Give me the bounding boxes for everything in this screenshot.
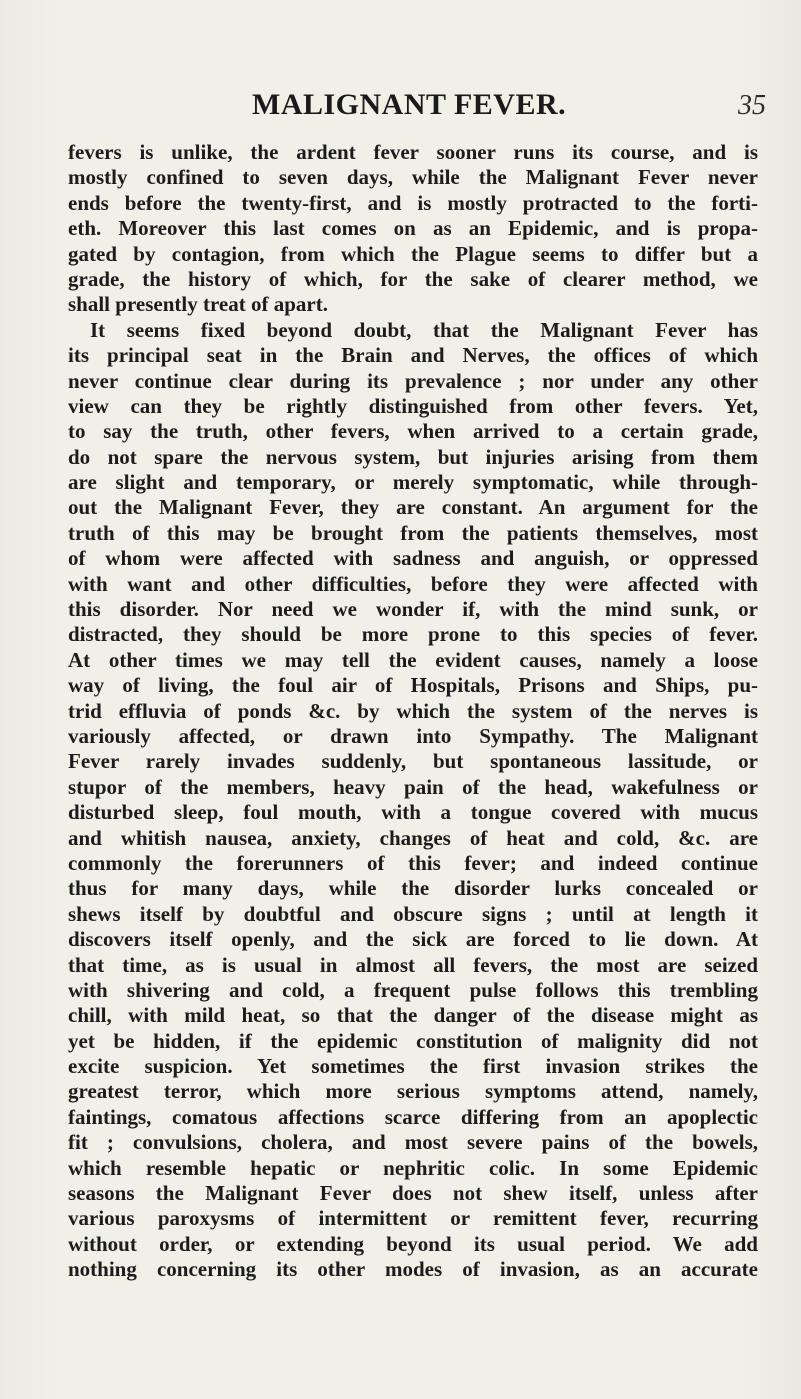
- text-line: ends before the twenty-first, and is mostly protracted to the forti-: [68, 190, 758, 215]
- text-line: of whom were affected with sadness and anguish, or oppressed: [68, 546, 758, 571]
- text-line: its principal seat in the Brain and Nerves, the offices of which: [68, 343, 758, 368]
- text-line: thus for many days, while the disorder lurks concealed or: [68, 876, 758, 901]
- text-line: fit ; convulsions, cholera, and most severe pains of the bowels,: [68, 1130, 758, 1155]
- text-line: disturbed sleep, foul mouth, with a tongue covered with mucus: [68, 800, 758, 825]
- text-line: faintings, comatous affections scarce differing from an apoplectic: [68, 1104, 758, 1129]
- text-line: eth. Moreover this last comes on as an Epidemic, and is propa-: [68, 216, 758, 241]
- text-line: without order, or extending beyond its usual period. We add: [68, 1231, 758, 1256]
- text-line: out the Malignant Fever, they are constant. An argument for the: [68, 495, 758, 520]
- text-line: chill, with mild heat, so that the danger of the disease might as: [68, 1003, 758, 1028]
- running-head: [0, 88, 801, 128]
- body-text: [68, 140, 758, 1283]
- text-line: that time, as is usual in almost all fevers, the most are seized: [68, 952, 758, 977]
- text-line: excite suspicion. Yet sometimes the first invasion strikes the: [68, 1054, 758, 1079]
- text-line: nothing concerning its other modes of invasion, as an accurate: [68, 1257, 758, 1282]
- text-line: which resemble hepatic or nephritic colic. In some Epidemic: [68, 1155, 758, 1180]
- text-line: greatest terror, which more serious symptoms attend, namely,: [68, 1079, 758, 1104]
- text-line: with want and other difficulties, before they were affected with: [68, 571, 758, 596]
- text-line: do not spare the nervous system, but injuries arising from them: [68, 444, 758, 469]
- text-line: this disorder. Nor need we wonder if, with the mind sunk, or: [68, 597, 758, 622]
- text-line: are slight and temporary, or merely symptomatic, while through-: [68, 470, 758, 495]
- text-line: distracted, they should be more prone to this species of fever.: [68, 622, 758, 647]
- text-line: stupor of the members, heavy pain of the head, wakefulness or: [68, 774, 758, 799]
- text-line: view can they be rightly distinguished from other fevers. Yet,: [68, 393, 758, 418]
- text-line: variously affected, or drawn into Sympathy. The Malignant: [68, 723, 758, 748]
- text-line: with shivering and cold, a frequent pulse follows this trembling: [68, 977, 758, 1002]
- text-line: and whitish nausea, anxiety, changes of heat and cold, &c. are: [68, 825, 758, 850]
- text-line: truth of this may be brought from the patients themselves, most: [68, 520, 758, 545]
- text-line: various paroxysms of intermittent or remittent fever, recurring: [68, 1206, 758, 1231]
- page-number: 35: [738, 90, 766, 121]
- text-line: mostly confined to seven days, while the Malignant Fever never: [68, 165, 758, 190]
- text-line: seasons the Malignant Fever does not shew itself, unless after: [68, 1181, 758, 1206]
- text-line: trid effluvia of ponds &c. by which the system of the nerves is: [68, 698, 758, 723]
- text-line: Fever rarely invades suddenly, but spontaneous lassitude, or: [68, 749, 758, 774]
- text-line: yet be hidden, if the epidemic constitution of malignity did not: [68, 1028, 758, 1053]
- paragraph-first-line: It seems fixed beyond doubt, that the Malignant Fever has: [90, 317, 758, 342]
- text-line: At other times we may tell the evident causes, namely a loose: [68, 647, 758, 672]
- text-line: gated by contagion, from which the Plague seems to differ but a: [68, 241, 758, 266]
- text-line: never continue clear during its prevalence ; nor under any other: [68, 368, 758, 393]
- text-line: grade, the history of which, for the sake of clearer method, we: [68, 266, 758, 291]
- text-line: fevers is unlike, the ardent fever sooner runs its course, and is: [68, 140, 758, 164]
- text-line: to say the truth, other fevers, when arrived to a certain grade,: [68, 419, 758, 444]
- text-line: way of living, the foul air of Hospitals, Prisons and Ships, pu-: [68, 673, 758, 698]
- text-line: shews itself by doubtful and obscure signs ; until at length it: [68, 901, 758, 926]
- text-line: shall presently treat of apart.: [68, 292, 328, 317]
- text-line: discovers itself openly, and the sick are forced to lie down. At: [68, 927, 758, 952]
- text-line: commonly the forerunners of this fever; and indeed continue: [68, 850, 758, 875]
- running-head-title: MALIGNANT FEVER.: [252, 88, 567, 121]
